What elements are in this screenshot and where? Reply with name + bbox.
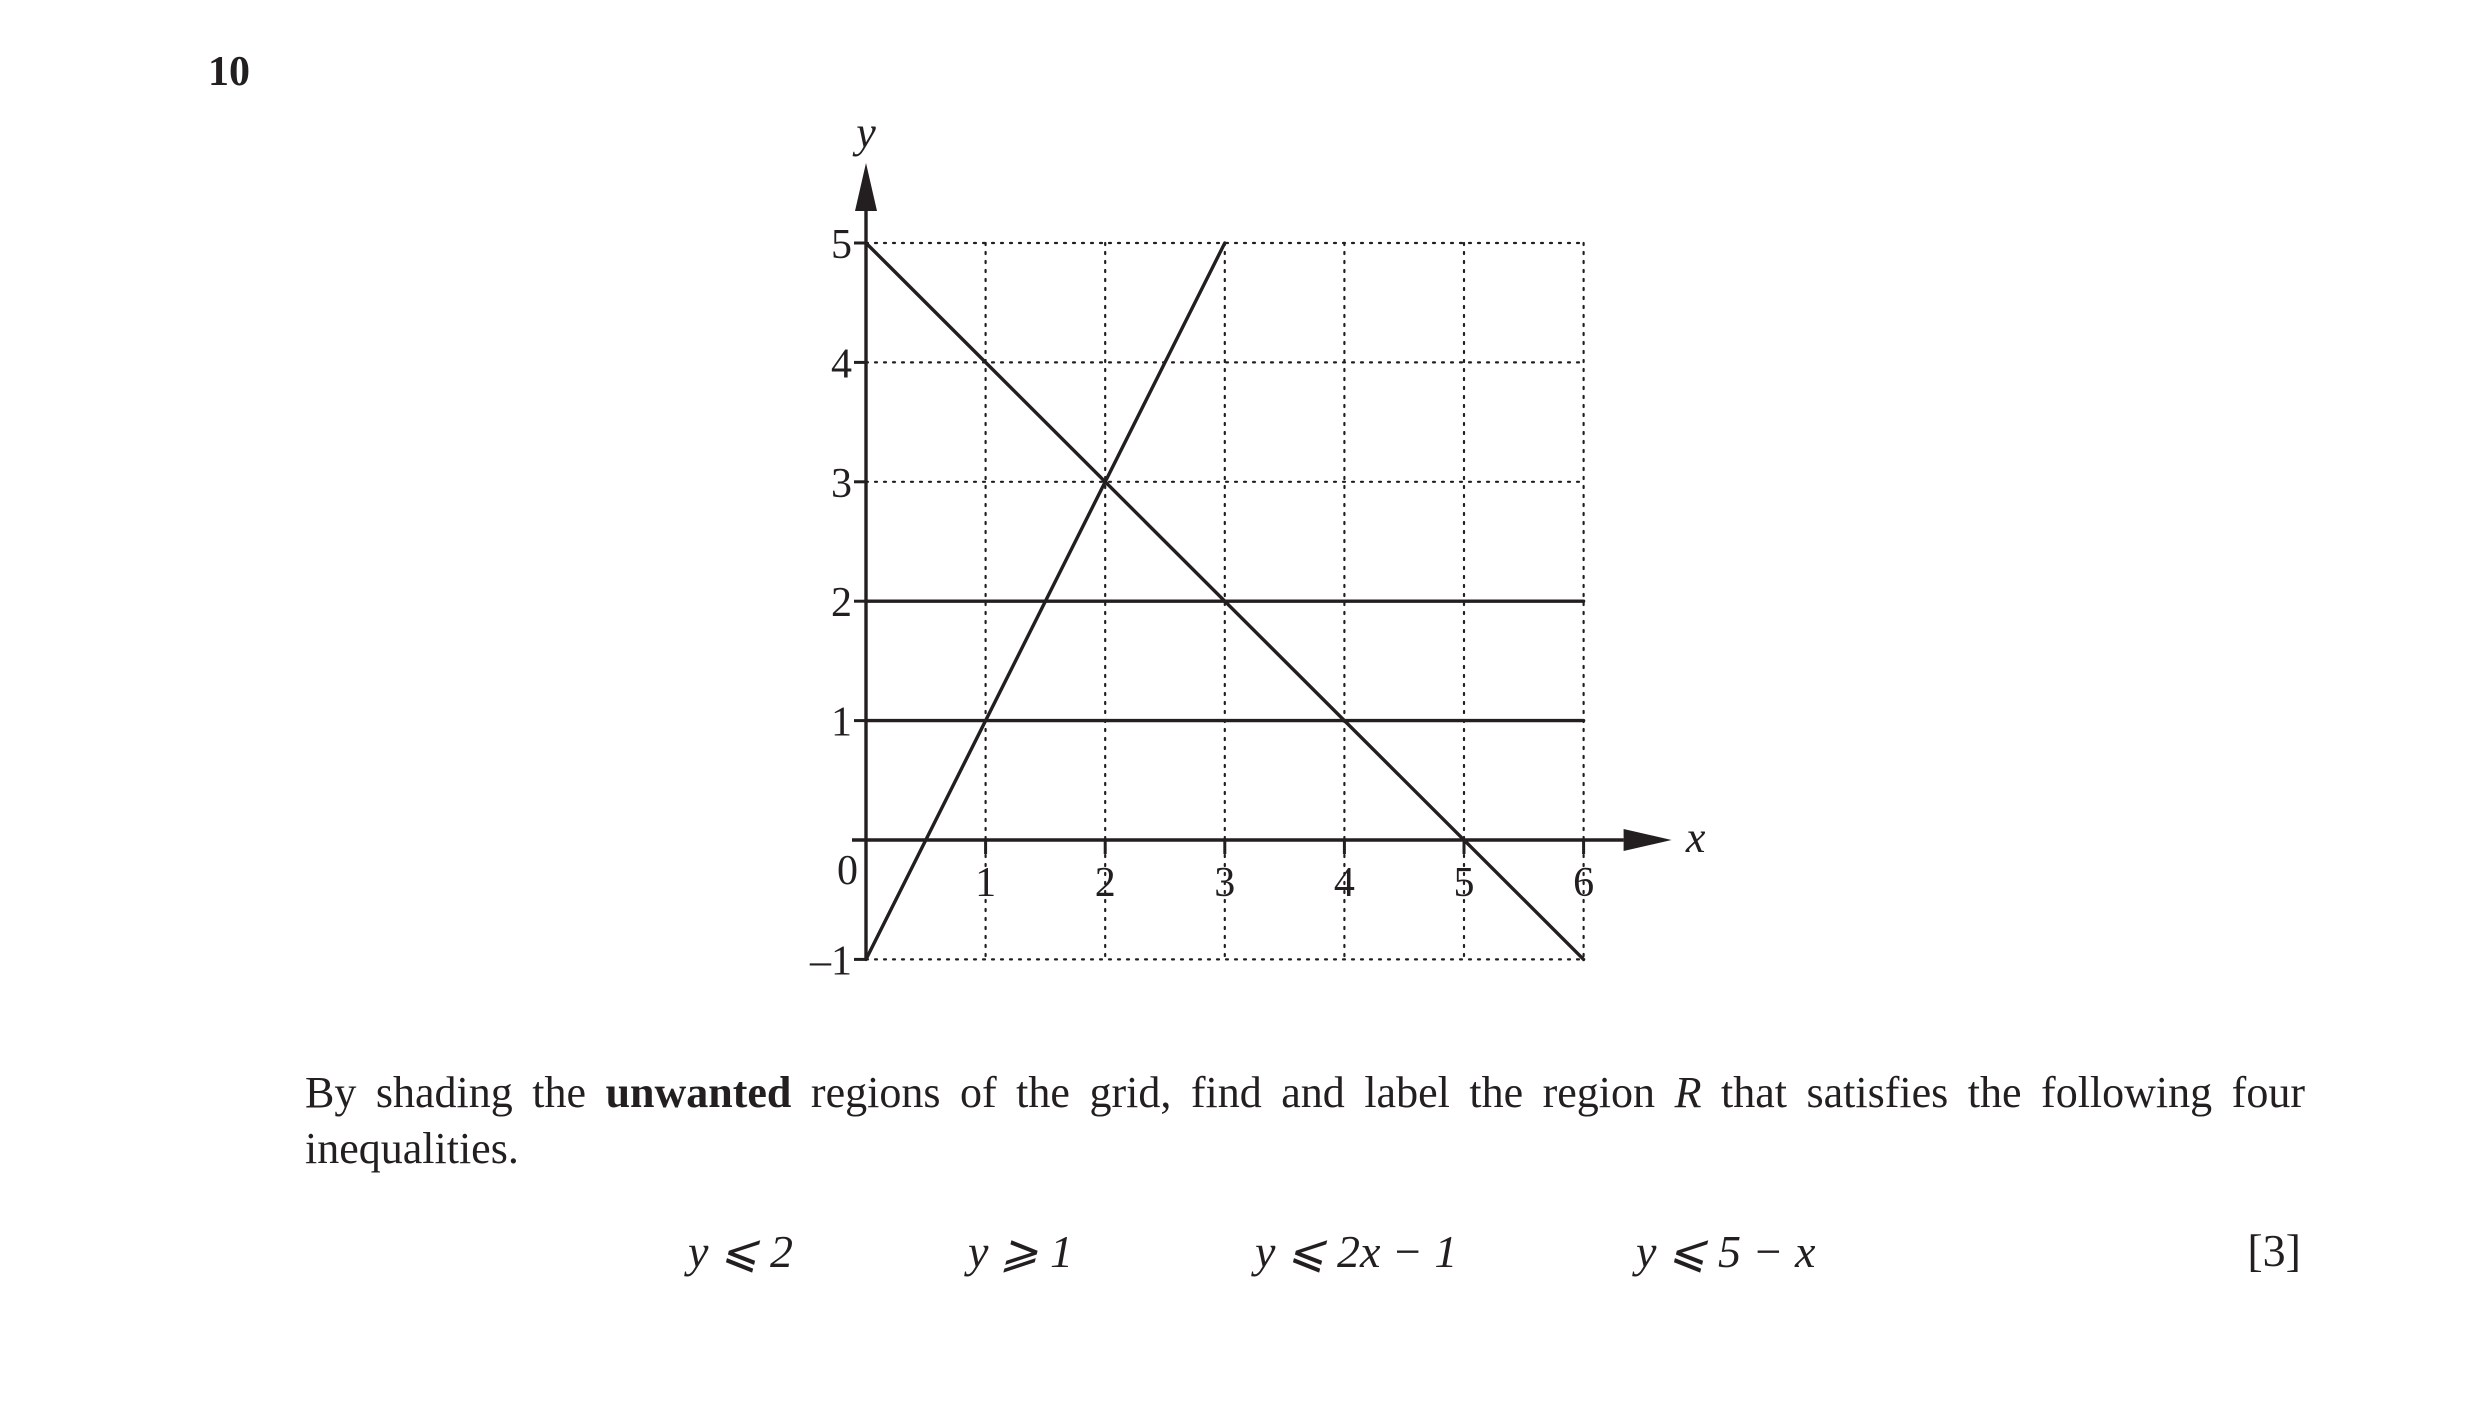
question-number: 10 [208,49,250,95]
y-tick-label: 5 [831,222,852,268]
prompt-text-1: By shading the [305,1068,606,1117]
y-tick-label: –1 [810,938,852,985]
inequality-2: y ⩾ 1 [968,1226,1073,1277]
inequality-4: y ⩽ 5 − x [1636,1226,1816,1277]
inequality-1: y ⩽ 2 [688,1226,793,1277]
axes [852,163,1672,959]
prompt-text-3: that satisfies the following four inequalities. [305,1068,2305,1173]
y-tick-label: 3 [831,460,852,507]
y-tick-label: 2 [831,580,852,627]
y-axis-label: y [856,108,876,157]
inequality-3: y ⩽ 2x − 1 [1255,1226,1458,1277]
prompt-bold-word: unwanted [605,1068,792,1117]
question-prompt [305,1065,2305,1177]
x-tick-label: 6 [1573,860,1595,906]
x-tick-label: 2 [1094,860,1116,906]
x-tick-label: 5 [1453,860,1475,906]
x-tick-label: 1 [975,860,997,906]
marks-allocation: [3] [2247,1225,2301,1276]
x-tick-label: 4 [1333,860,1355,906]
y-tick-label: 4 [831,341,852,388]
axis-labels [809,108,1706,984]
prompt-text-2: regions of the grid, find and label the region [791,1068,1675,1117]
x-tick-label: 3 [1214,860,1236,906]
y-axis-arrowhead [855,163,877,211]
x-axis-arrowhead [1624,829,1672,851]
region-label: R [1674,1068,1702,1117]
y-tick-label: 1 [831,699,852,746]
x-axis-label: x [1685,813,1706,862]
origin-label: 0 [837,848,858,894]
